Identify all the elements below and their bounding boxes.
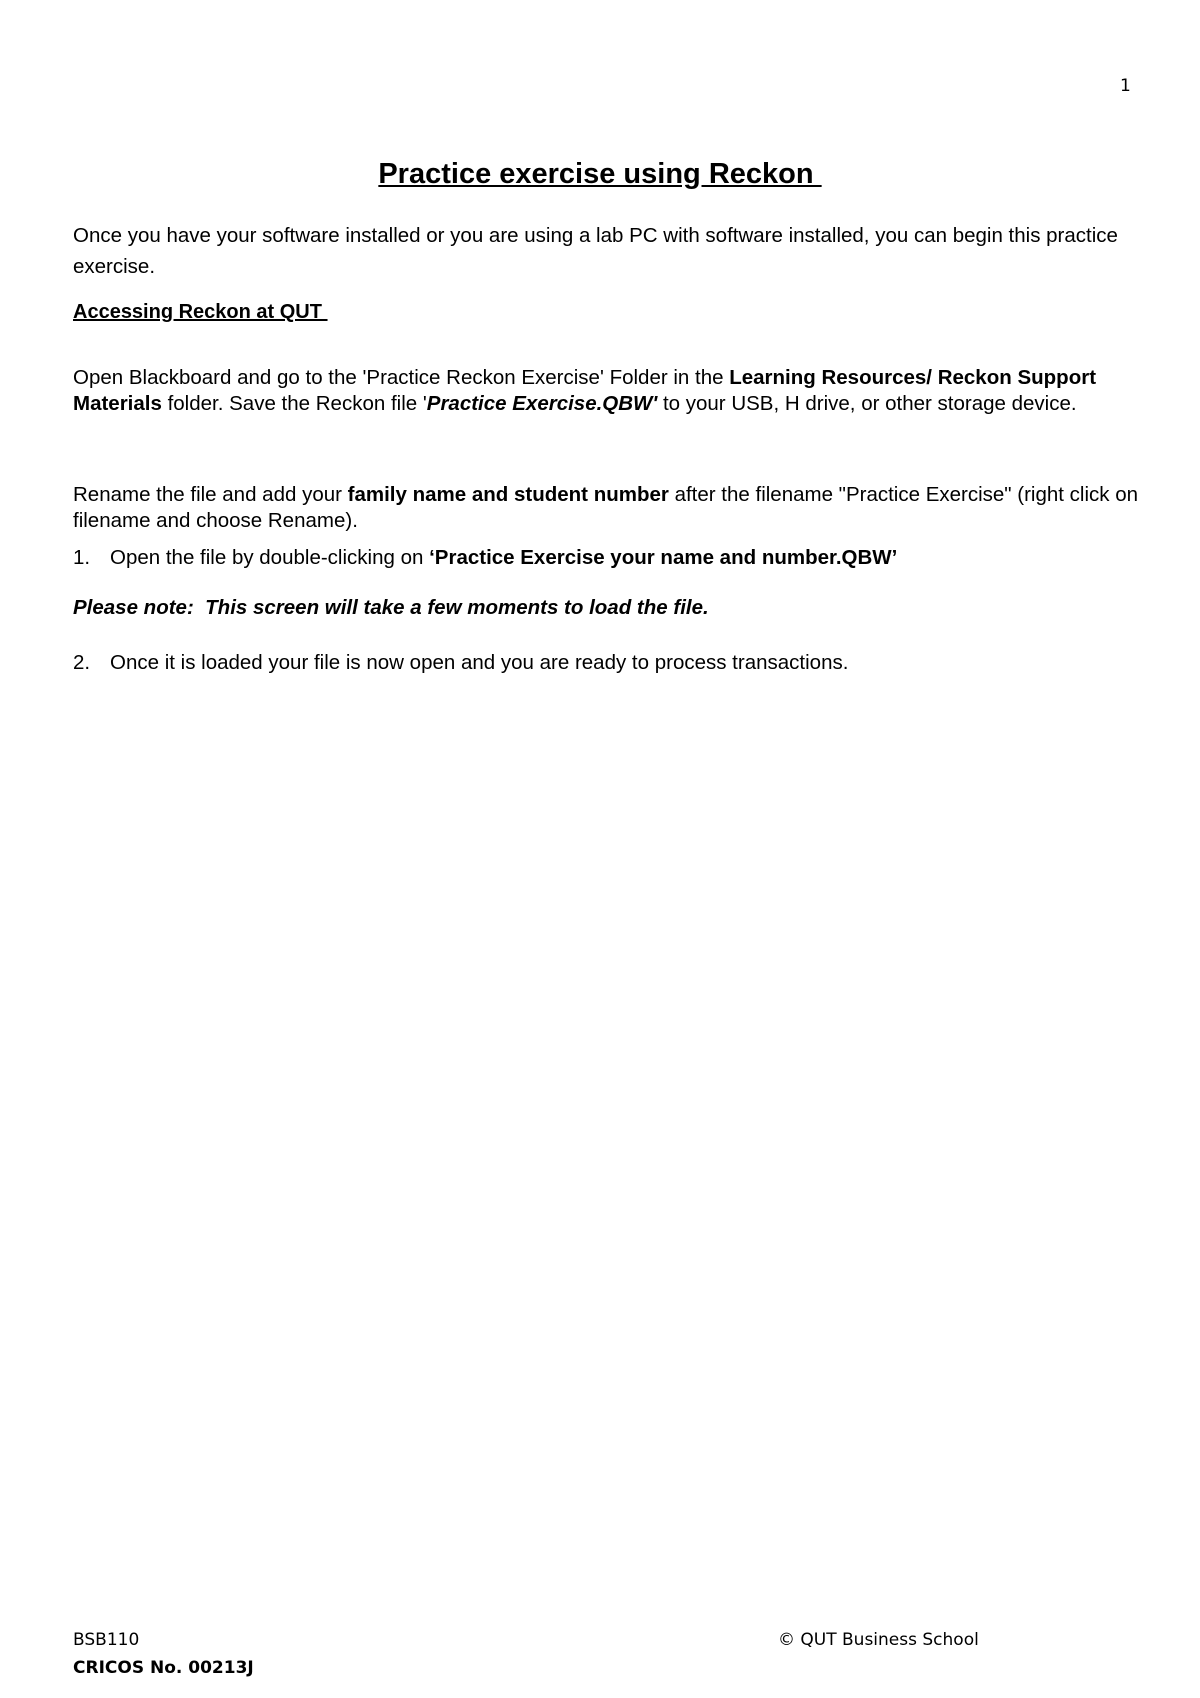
para1-bold-italic-filename: Practice Exercise.QBW' [426,392,658,415]
para1-text-1: Open Blackboard and go to the 'Practice Reckon Exercise' Folder in the [73,366,730,389]
step-2-text: Once it is loaded your file is now open and you are ready to process transactions. [110,651,849,674]
step-1 [73,545,1153,571]
section-heading: Accessing Reckon at QUT [73,301,328,323]
instructions-paragraph-blackboard [73,365,1143,417]
intro-paragraph: Once you have your software installed or you are using a lab PC with software installed, you can begin this practice exercise. [73,224,1118,278]
para1-text-3: to your USB, H drive, or other storage device. [657,392,1077,415]
step-1-text: Open the file by double-clicking on [110,546,430,569]
footer-cricos: CRICOS No. 00213J [73,1658,254,1678]
document-title: Practice exercise using Reckon [378,158,822,190]
step-1-bold: ‘Practice Exercise your name and number.QBW’ [429,546,898,569]
footer-course-code: BSB110 [73,1630,140,1650]
para2-bold: family name and student number [347,483,669,506]
para2-text-2: after the filename "Practice Exercise" (right click on filename and choose Rename). [73,483,1139,532]
para1-bold-folder: Learning Resources/ Reckon Support Materials [73,366,1097,415]
step-1-number: 1. [73,546,91,569]
step-2 [73,650,1153,676]
please-note: Please note: This screen will take a few moments to load the file. [73,596,709,619]
para1-text-2: folder. Save the Reckon file ' [161,392,427,415]
footer-copyright: © QUT Business School [778,1630,979,1650]
page-number: 1 [1120,76,1131,96]
para2-text-1: Rename the file and add your [73,483,348,506]
instructions-paragraph-rename [73,482,1143,534]
step-2-number: 2. [73,651,91,674]
